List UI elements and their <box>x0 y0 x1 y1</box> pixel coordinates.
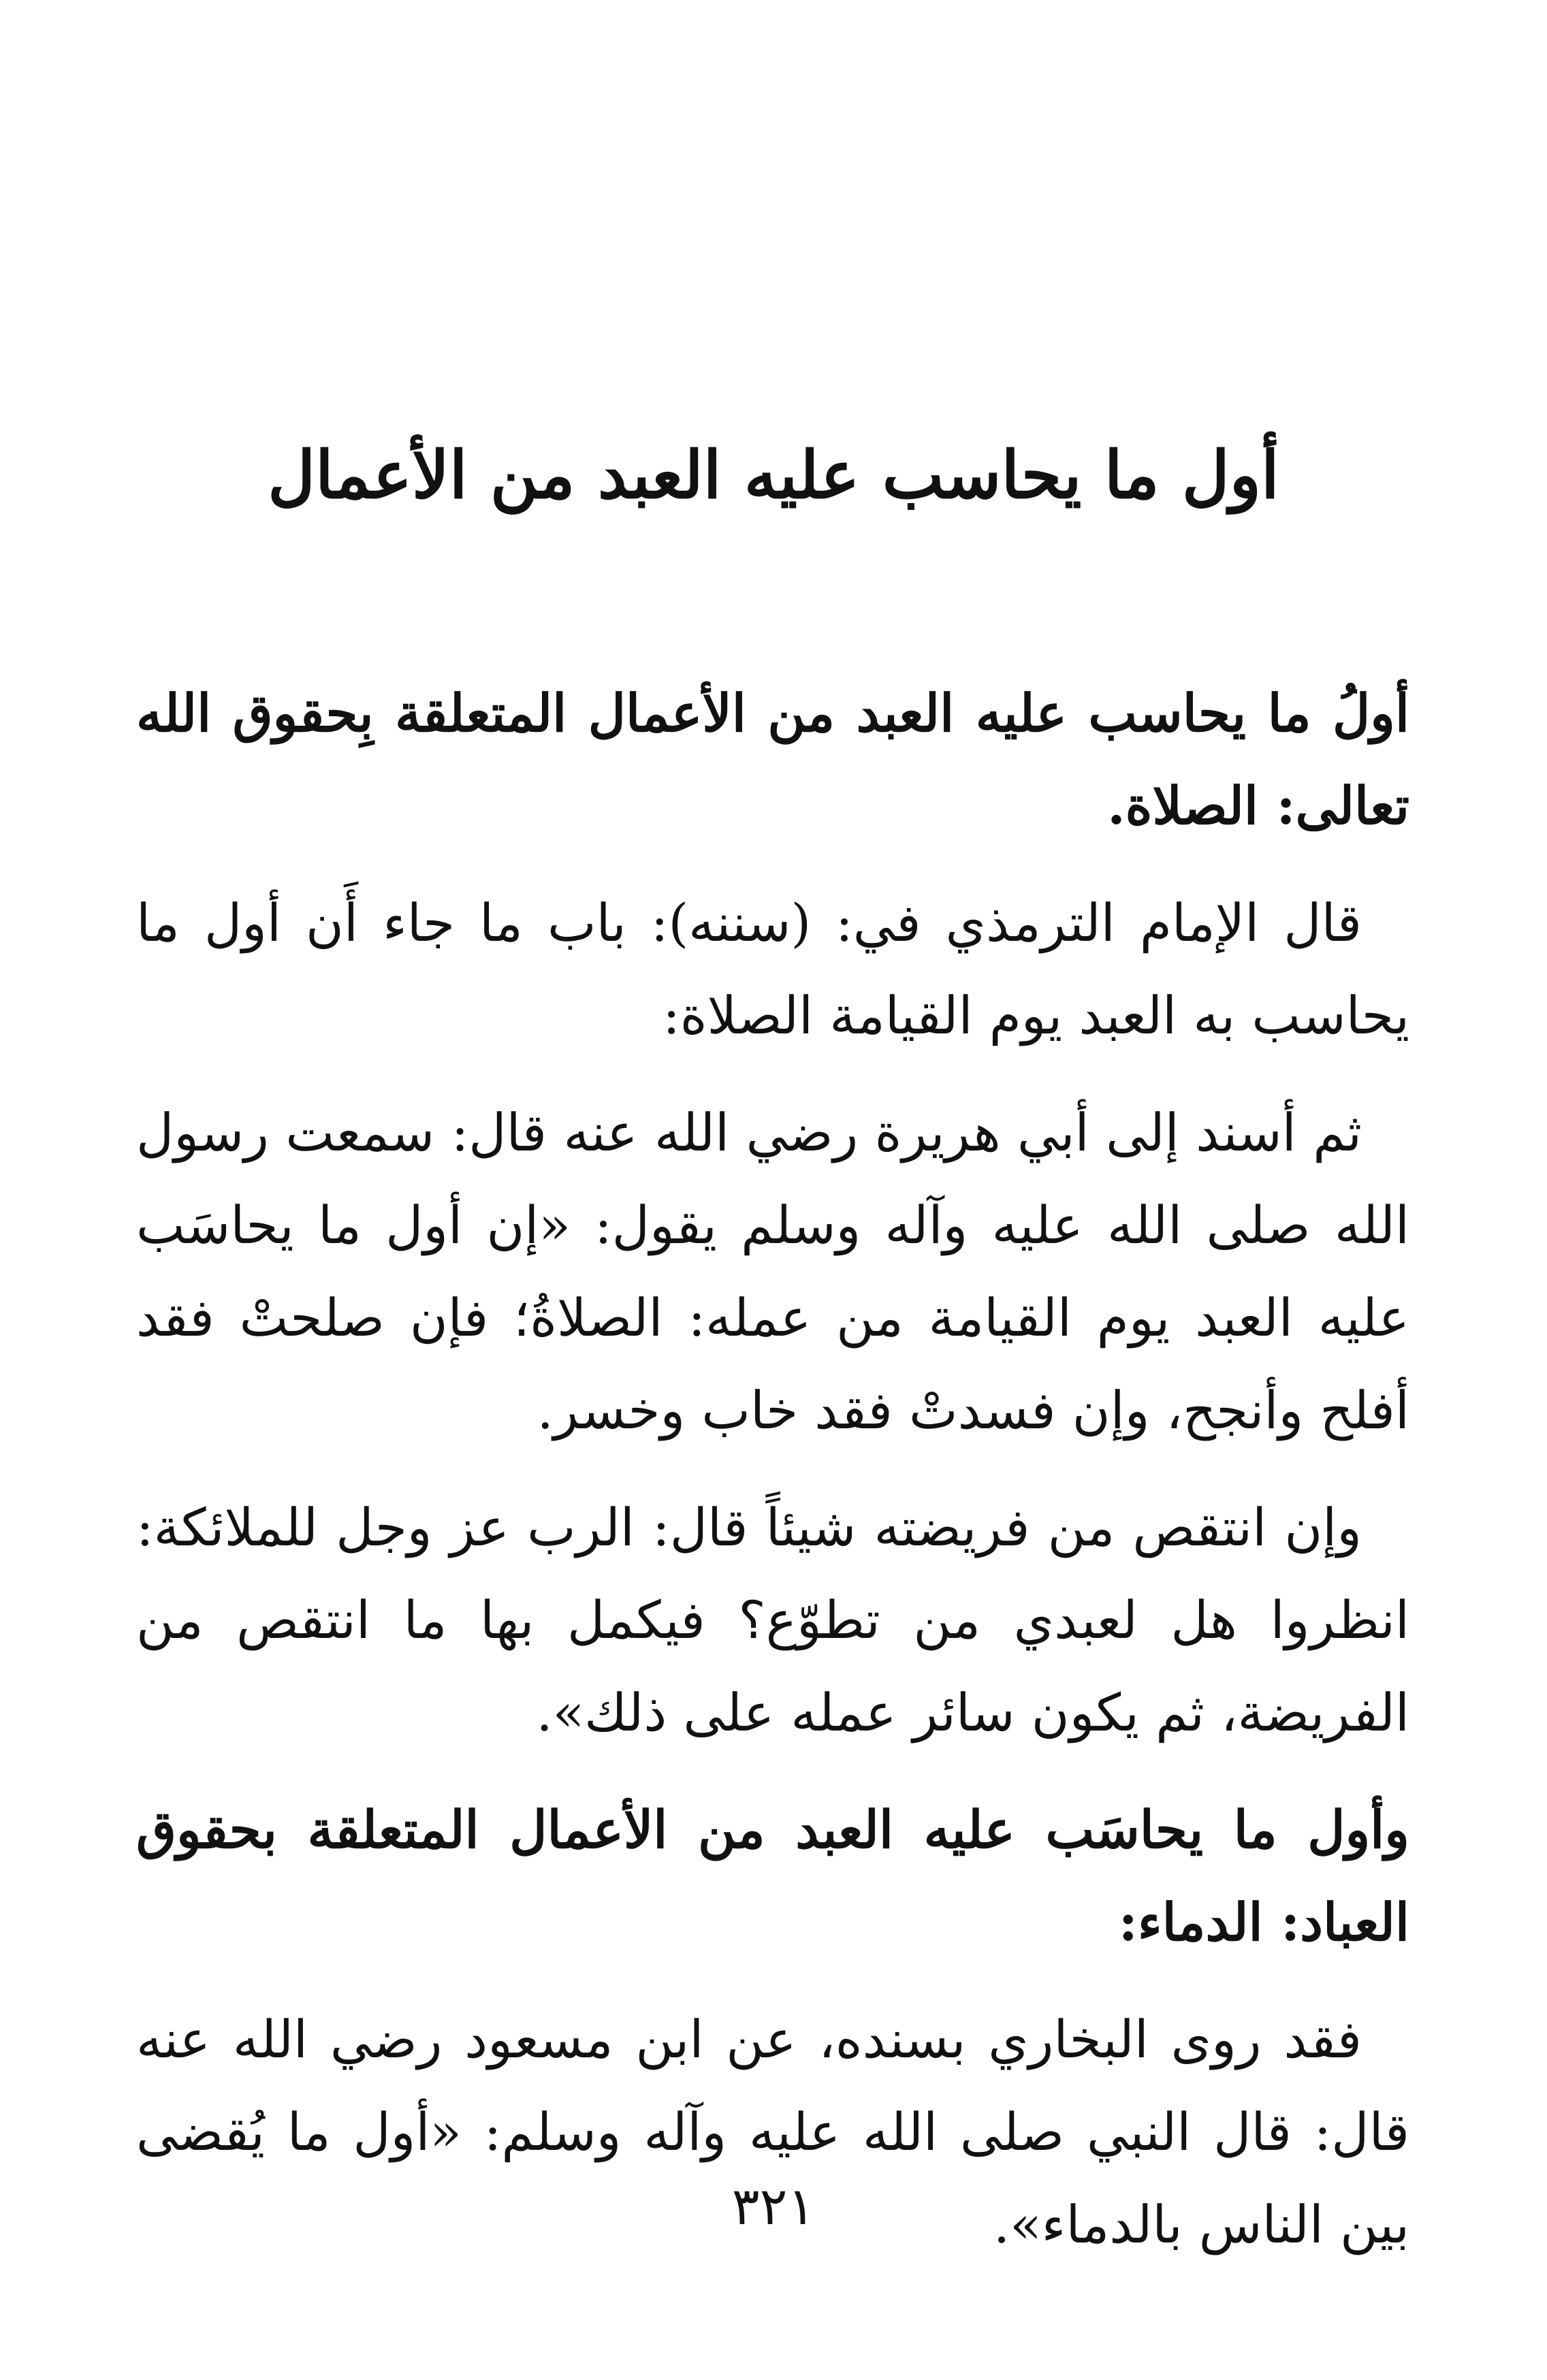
paragraph: أولُ ما يحاسب عليه العبد من الأعمال المتعلقة بِحقوق الله تعالى: الصلاة. <box>136 683 1409 836</box>
chapter-title: أول ما يحاسب عليه العبد من الأعمال <box>268 436 1279 513</box>
paragraph: ثم أسند إلى أبي هريرة رضي الله عنه قال: سمعت رسول الله صلى الله عليه وآله وسلم يقول: «إن أول ما يحاسَب عليه العبد يوم القيامة من عمله: الصلاةُ؛ فإن صلحتْ فقد أفلح وأنجح، وإن فسدتْ فقد خاب وخسر. <box>136 1102 1409 1441</box>
paragraph: فقد روى البخاري بسنده، عن ابن مسعود رضي الله عنه قال: قال النبي صلى الله عليه وآله وسلم: «أول ما يُقضى بين الناس بالدماء». <box>136 2009 1409 2255</box>
paragraph: وإن انتقص من فريضته شيئاً قال: الرب عز وجل للملائكة: انظروا هل لعبدي من تطوّع؟ فيكمل بها ما انتقص من الفريضة، ثم يكون سائر عمله على ذلك». <box>136 1497 1409 1743</box>
paragraph: وأول ما يحاسَب عليه العبد من الأعمال المتعلقة بحقوق العباد: الدماء: <box>136 1799 1409 1952</box>
body-text <box>136 667 1409 2296</box>
paragraph: قال الإمام الترمذي في: (سننه): باب ما جاء أَن أول ما يحاسب به العبد يوم القيامة الصلاة: <box>136 892 1409 1046</box>
page-number: ٣٢١ <box>731 2176 816 2236</box>
